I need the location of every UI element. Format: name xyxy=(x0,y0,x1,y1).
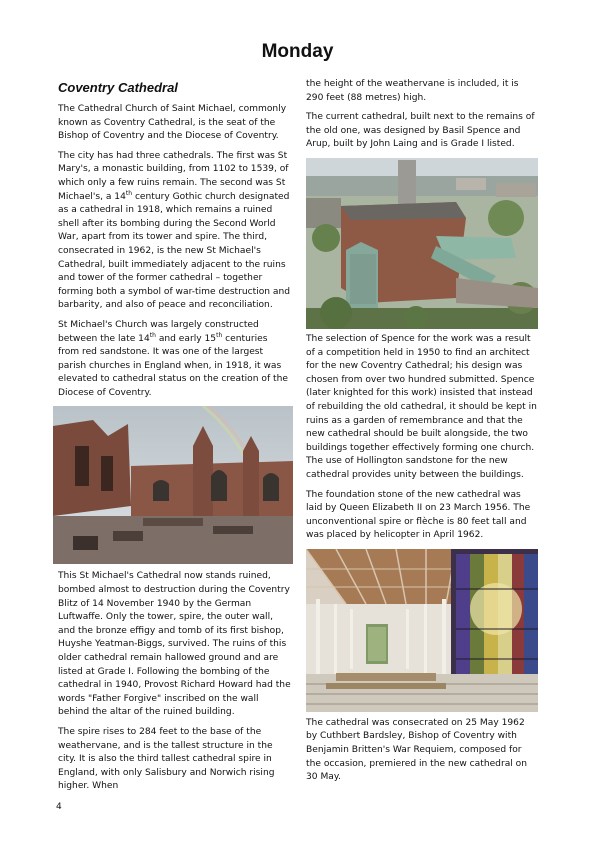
section-heading: Coventry Cathedral xyxy=(58,80,178,95)
paragraph-competition: The selection of Spence for the work was a result of a competition held in 1950 to find an architect for the new Coventry Cathedral; his design was chosen from over two hundred submitted. Spence (later knighted for this work) insisted that instead of rebuilding the old cathedral, it should be kept in ruins as a garden of remembrance and that the new cathedral should be built alongside, the two buildings together effectively forming one church. The use of Hollington sandstone for the new cathedral provides unity between the buildings. xyxy=(306,333,537,480)
paragraph-st-michaels-church: St Michael's Church was largely constructed between the late 14th and early 15th centuries from red sandstone. It was one of the largest parish churches in England when, in 1918, it was elevated to cathedral status on the creation of the Diocese of Coventry. xyxy=(58,319,288,398)
page-title: Monday xyxy=(261,41,334,62)
cathedral-interior-photo xyxy=(306,549,538,712)
paragraph-spire: The spire rises to 284 feet to the base of the weathervane, and is the tallest structure in the city. It is also the third tallest cathedral spire in England, with only Salisbury and Norwich rising higher. When xyxy=(58,727,275,792)
left-column xyxy=(58,80,291,800)
paragraph-three-cathedrals: The city has had three cathedrals. The first was St Mary's, a monastic building, from 1102 to 1539, of which only a few ruins remain. The second was St Michael's, a 14th century Gothic church designated as a cathedral in 1918, which remains a ruined shell after its bombing during the Second World War, apart from its tower and spire. The third, consecrated in 1962, is the new St Michael's Cathedral, built immediately adjacent to the ruins and tower of the former cathedral – together forming both a symbol of war-time destruction and barbarity, and also of peace and reconciliation. xyxy=(58,150,291,311)
page-number: 4 xyxy=(56,802,62,812)
paragraph-intro: The Cathedral Church of Saint Michael, commonly known as Coventry Cathedral, is the seat of the Bishop of Coventry and the Diocese of Coventry. xyxy=(58,104,287,142)
cathedral-ruins-photo xyxy=(53,406,293,564)
paragraph-current-cathedral: The current cathedral, built next to the remains of the old one, was designed by Basil Spence and Arup, built by John Laing and is Grade I listed. xyxy=(306,112,535,150)
aerial-cathedral-photo xyxy=(306,158,538,329)
paragraph-foundation-stone: The foundation stone of the new cathedral was laid by Queen Elizabeth II on 23 March 1956. The unconventional spire or flèche is 80 feet tall and was placed by helicopter in April 1962. xyxy=(306,489,531,541)
paragraph-ruins: This St Michael's Cathedral now stands ruined, bombed almost to destruction during the Coventry Blitz of 14 November 1940 by the German Luftwaffe. Only the tower, spire, the outer wall, and the bronze effigy and tomb of its first bishop, Huyshe Yeatman-Biggs, survived. The ruins of this older cathedral remain hallowed ground and are listed at Grade I. Following the bombing of the cathedral in 1940, Provost Richard Howard had the words "Father Forgive" inscribed on the wall behind the altar of the ruined building. xyxy=(58,571,291,718)
paragraph-consecration: The cathedral was consecrated on 25 May 1962 by Cuthbert Bardsley, Bishop of Coventry with Benjamin Britten's War Requiem, composed for the occasion, premiered in the new cathedral on 30 May. xyxy=(306,717,528,783)
paragraph-weathervane: the height of the weathervane is included, it is 290 feet (88 metres) high. xyxy=(306,79,519,103)
right-column xyxy=(306,78,538,791)
